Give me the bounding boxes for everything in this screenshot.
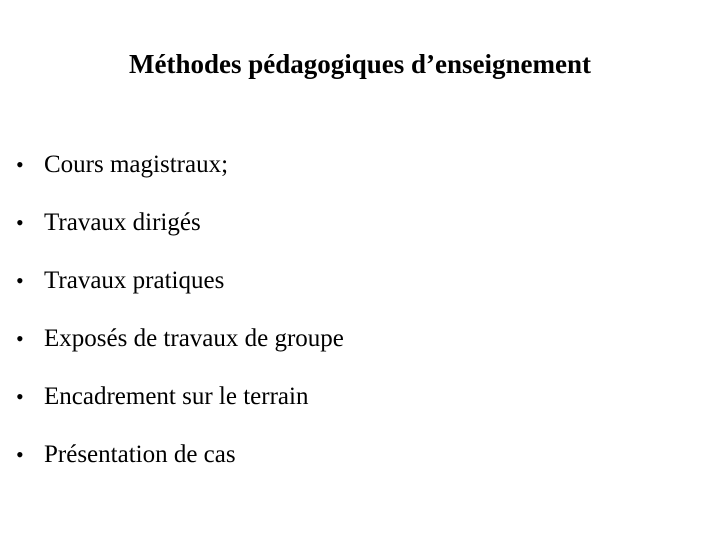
bullet-icon: • [16, 326, 24, 351]
slide-title: Méthodes pédagogiques d’enseignement [128, 49, 591, 79]
list-item-text: Travaux dirigés [44, 209, 201, 236]
list-item [16, 377, 344, 417]
bullet-icon: • [16, 268, 24, 293]
list-item [16, 261, 344, 301]
list-item [16, 319, 344, 359]
list-item [16, 435, 344, 475]
list-item [16, 145, 344, 185]
list-item-text: Présentation de cas [44, 441, 236, 468]
list-item-text: Travaux pratiques [44, 267, 225, 294]
list-item [16, 203, 344, 243]
list-item-text: Cours magistraux; [44, 151, 229, 178]
bullet-list [16, 145, 344, 493]
list-item-text: Encadrement sur le terrain [44, 383, 309, 410]
bullet-icon: • [16, 442, 24, 467]
list-item-text: Exposés de travaux de groupe [44, 325, 344, 352]
bullet-icon: • [16, 384, 24, 409]
bullet-icon: • [16, 152, 24, 177]
bullet-icon: • [16, 210, 24, 235]
